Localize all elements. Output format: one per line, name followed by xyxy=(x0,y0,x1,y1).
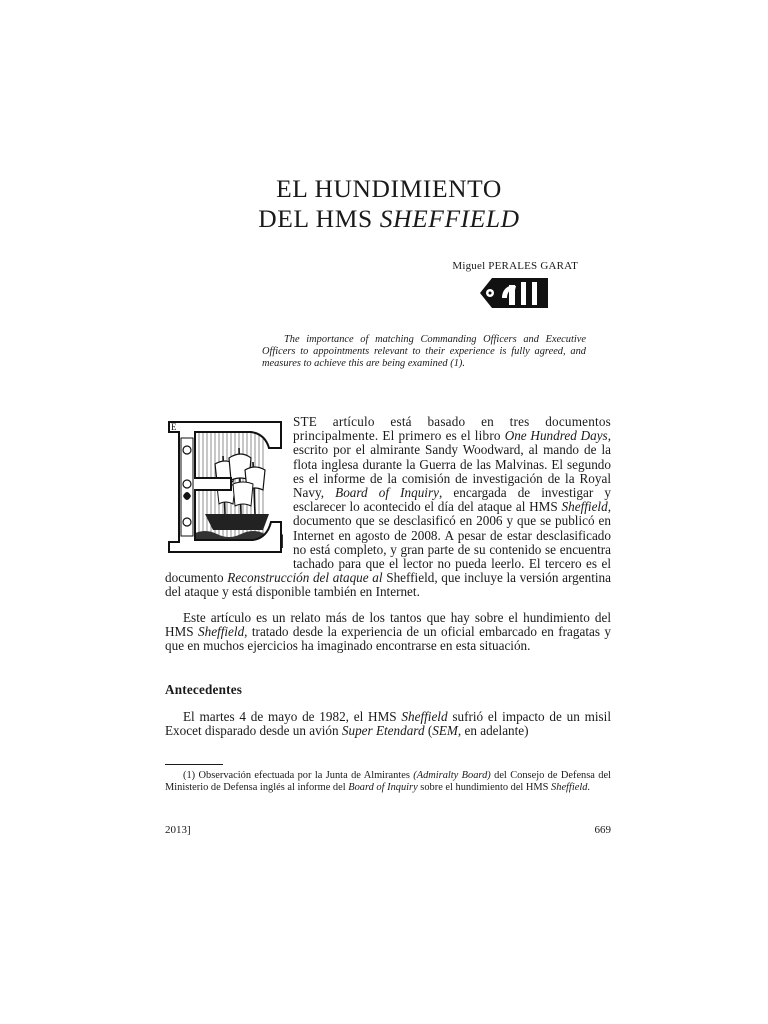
p3-s2: sufrió el impacto de un misil Exocet disparado desde un avión xyxy=(165,709,611,739)
p1-ship-name: Sheffield xyxy=(561,499,608,515)
p3-aircraft-name: Super Etendard xyxy=(341,723,425,739)
title-line-1: EL HUNDIMIENTO xyxy=(276,174,502,203)
footnote xyxy=(165,770,611,795)
fn-s4: . xyxy=(587,782,591,794)
p1-board-of-inquiry: Board of Inquiry xyxy=(335,485,439,501)
p2-ship-name: Sheffield xyxy=(198,624,245,640)
fn-ship-name: Sheffield xyxy=(551,782,588,794)
p1-s3: , encargada de investigar y esclarecer lo acontecido el día del ataque al HMS xyxy=(293,485,611,515)
p3-s4: , en adelante) xyxy=(457,723,529,739)
dropcap-spacer xyxy=(165,415,293,571)
p3-ship-name: Sheffield xyxy=(401,709,448,724)
epigraph-text: The importance of matching Commanding Officers and Executive Officers to appointments relevant to their experience is fully agreed, and measures to achieve this are being examined (1). xyxy=(262,334,586,369)
p1-s2: , escrito por el almirante Sandy Woodward, al mando de la flota inglesa durante la Guerra de las Malvinas. El segundo es el informe de la comisión de investigación de la Royal Navy, xyxy=(293,428,611,501)
fn-admiralty-board: (Admiralty Board) xyxy=(413,770,491,781)
article-title xyxy=(150,174,628,234)
fn-s3: sobre el hundimiento del HMS xyxy=(417,782,552,794)
author-name: Miguel PERALES GARAT xyxy=(452,260,578,272)
paragraph-second xyxy=(165,611,611,654)
page-number: 669 xyxy=(594,824,611,836)
fn-s2: del Consejo de Defensa del Ministerio de Defensa inglés al informe del xyxy=(165,770,611,794)
p2-s1: Este artículo es un relato más de los tantos que hay sobre el hundimiento del HMS xyxy=(165,610,611,640)
fn-board-of-inquiry: Board of Inquiry xyxy=(348,782,418,794)
fn-s1: (1) Observación efectuada por la Junta de Almirantes xyxy=(183,770,414,781)
p3-s1: El martes 4 de mayo de 1982, el HMS xyxy=(183,709,402,724)
section-heading: Antecedentes xyxy=(165,682,243,697)
folio-date: 2013] xyxy=(165,824,191,836)
p3-s3: ( xyxy=(424,723,433,739)
p1-document-title: Reconstrucción del ataque al xyxy=(227,570,383,586)
dropcap-letter: E xyxy=(171,422,177,432)
p2-s2: , tratado desde la experiencia de un oficial embarcado en fragatas y que en muchos ejercicios ha imaginado encontrarse en esta situación. xyxy=(165,624,611,654)
p1-s5: Sheffield, que incluye la versión argentina del ataque y está disponible también en Internet. xyxy=(165,570,611,600)
footnote-divider xyxy=(165,764,223,765)
p3-abbrev: SEM xyxy=(432,723,458,739)
paragraph-intro xyxy=(165,415,611,600)
epigraph xyxy=(262,334,586,370)
title-line-2-prefix: DEL HMS xyxy=(258,204,380,233)
paragraph-antecedentes xyxy=(165,710,611,738)
p1-book-title: One Hundred Days xyxy=(504,428,608,444)
p1-s4: , documento que se desclasificó en 2006 y que se publicó en Internet en agosto de 2008. A pesar de estar desclasificado no está completo, y gran parte de su contenido se encuentra tachado para que el lector no pueda leerlo. El tercero es el documento xyxy=(165,499,611,586)
p1-s1: STE artículo está basado en tres documentos principalmente. El primero es el libro xyxy=(293,414,611,444)
naval-rank-insignia-icon xyxy=(478,276,550,310)
title-line-2-ship: SHEFFIELD xyxy=(379,204,520,233)
